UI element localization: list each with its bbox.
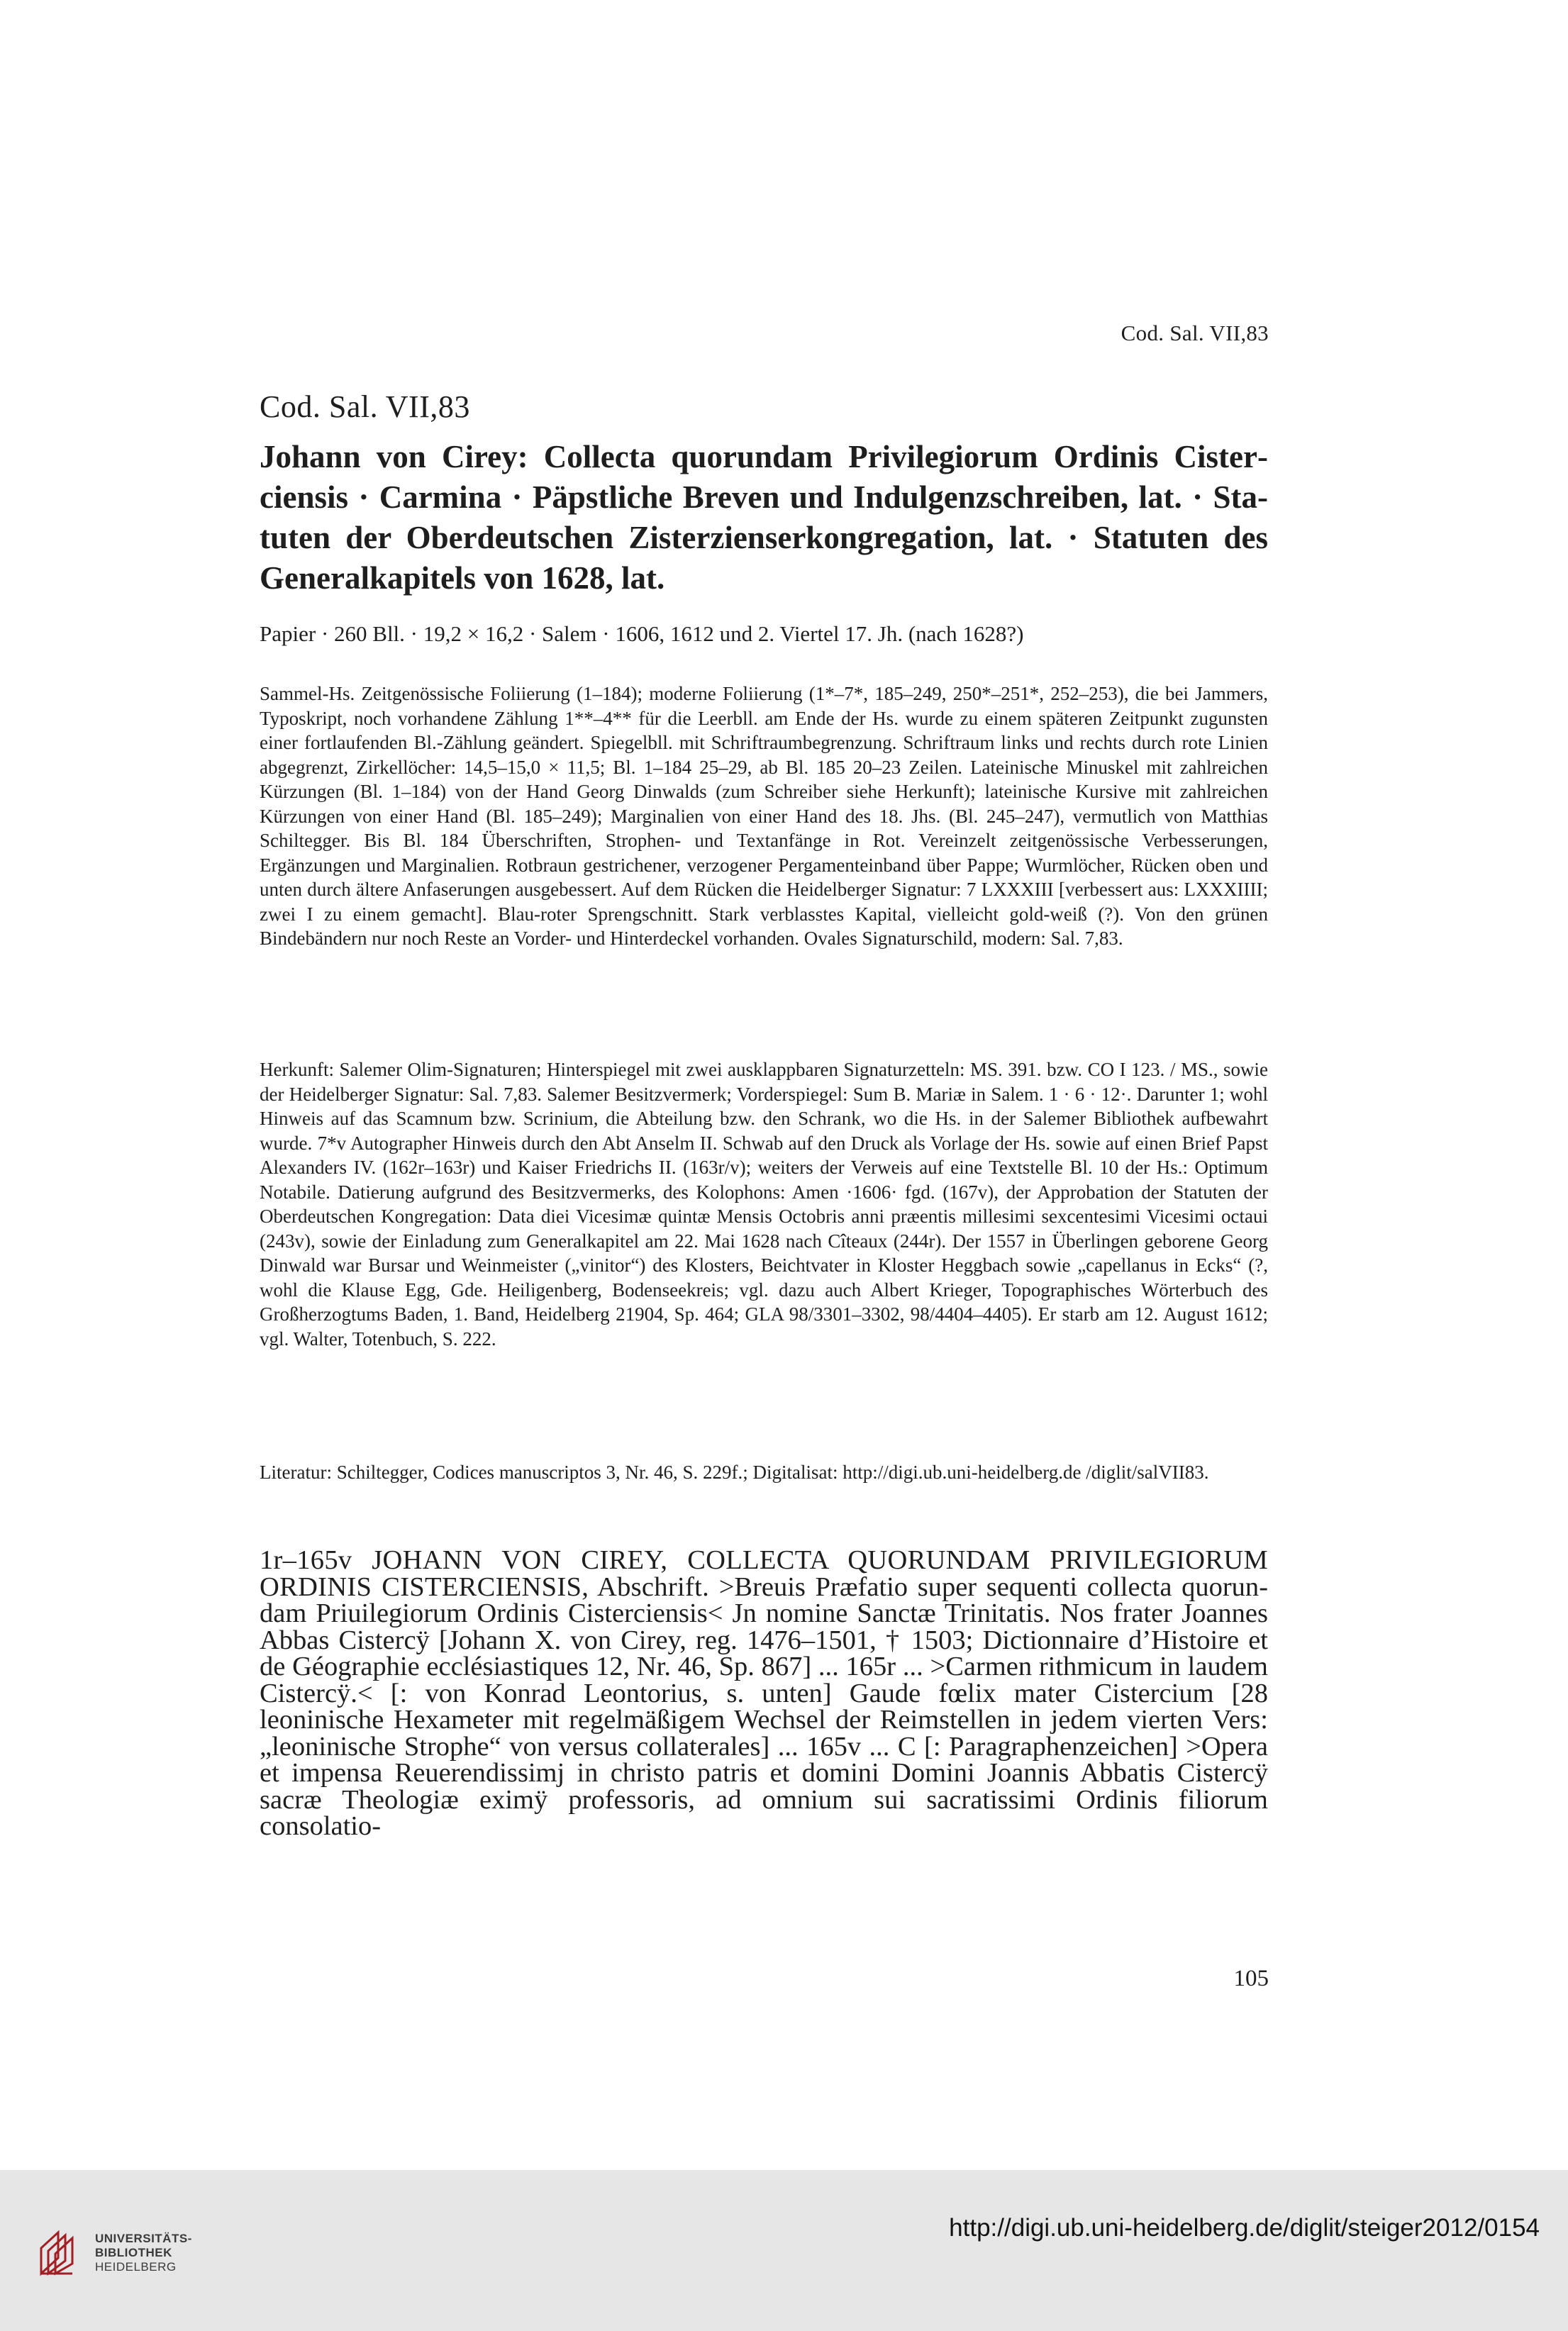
codicological-description: Sammel-Hs. Zeitgenössische Foliierung (1–184); moderne Foliierung (1*–7*, 185–249, 250*–251*, 252–253), die bei Jammers, Typoskript, noch vorhandene Zählung 1**–4** für die Leerbll. am Ende der Hs. wurde zu einem späteren Zeitpunkt zugunsten einer fortlaufenden Bl.-Zählung geändert. Spiegelbll. mit Schriftraumbegrenzung. Schriftraum links und rechts durch rote Linien abgegrenzt, Zirkellöcher: 14,5–15,0 × 11,5; Bl. 1–184 25–29, ab Bl. 185 20–23 Zeilen. Lateinische Minuskel mit zahlreichen Kürzungen (Bl. 1–184) von der Hand Georg Dinwalds (zum Schreiber siehe Herkunft); lateinische Kursive mit zahlreichen Kürzungen von einer Hand (Bl. 185–249); Marginalien von einer Hand des 18. Jhs. (Bl. 245–247), vermutlich von Matthias Schiltegger. Bis Bl. 184 Überschriften, Strophen- und Textanfänge in Rot. Vereinzelt zeitgenössische Verbesserungen, Ergänzungen und Marginalien. Rotbraun gestrichener, verzogener Pergamenteinband über Pappe; Wurmlöcher, Rücken oben und unten durch ältere Anfaserungen ausgebessert. Auf dem Rücken die Heidelberger Signatur: 7 LXXXIII [verbessert aus: LXXXIIII; zwei I zu einem gemacht]. Blau-roter Sprengschnitt. Stark verblasstes Kapital, vielleicht gold-weiß (?). Von den grünen Bindebändern nur noch Reste an Vorder- und Hinterdeckel vorhanden. Ovales Signaturschild, modern: Sal. 7,83. [260, 683, 1268, 949]
logo-line-3: HEIDELBERG [95, 2260, 177, 2274]
contents-section [260, 1547, 1268, 1840]
provenance-section: Herkunft: Salemer Olim-Signaturen; Hinterspiegel mit zwei ausklappbaren Signaturzetteln: MS. 391. bzw. CO I 123. / MS., sowie der Heidelberger Signatur: Sal. 7,83. Salemer Besitzvermerk; Vorderspiegel: Sum B. Mariæ in Salem. 1 · 6 · 12·. Darunter 1; wohl Hinweis auf das Scamnum bzw. Scrinium, die Abteilung bzw. den Schrank, wo die Hs. in der Salemer Bibliothek aufbewahrt wurde. 7*v Autographer Hinweis durch den Abt Anselm II. Schwab auf den Druck als Vorlage der Hs. sowie auf einen Brief Papst Alexanders IV. (162r–163r) und Kaiser Friedrichs II. (163r/v); weiters der Verweis auf eine Textstelle Bl. 10 der Hs.: Optimum Notabile. Datierung aufgrund des Besitzvermerks, des Kolophons: Amen ·1606· fgd. (167v), der Approbation der Statuten der Oberdeutschen Kongregation: Data diei Vicesimæ quintæ Mensis Octobris anni præentis millesimi sexcentesimi Vicesimi octaui (243v), sowie der Einladung zum Generalkapitel am 22. Mai 1628 nach Cîteaux (244r). Der 1557 in Überlingen geborene Georg Dinwald war Bursar und Weinmeister („vinitor“) des Klosters, Beichtvater in Kloster Heggbach sowie „capellanus in Ecks“ (?, wohl die Klause Egg, Gde. Heiligenberg, Bodenseekreis; vgl. dazu auch Albert Krieger, Topographisches Wörterbuch des Großherzogtums Baden, 1. Band, Heidelberg 21904, Sp. 464; GLA 98/3301–3302, 98/4404–4405). Er starb am 12. August 1612; vgl. Walter, Totenbuch, S. 222. [260, 1059, 1268, 1350]
running-head: Cod. Sal. VII,83 [1121, 321, 1269, 345]
page-number: 105 [1233, 1966, 1269, 1991]
manuscript-title: Johann von Cirey: Collecta quorundam Privilegiorum Ordinis Cisterciensis · Carmina · Päpstliche Breven und Indulgenzschreiben, lat. · Statuten der Oberdeutschen Zisterzienserkongregation, lat. · Statuten des Generalkapitels von 1628, lat. [260, 439, 1268, 596]
viewer-footer [0, 2170, 1568, 2331]
library-name [95, 2232, 192, 2274]
contents-heading: 1r–165v JOHANN VON CIREY, COLLECTA QUORUNDAM PRIVILEGIORUM ORDINIS CISTERCIENSIS, Abschrift. [260, 1545, 1268, 1602]
library-logo[interactable] [37, 2230, 192, 2276]
logo-line-1: UNIVERSITÄTS- [95, 2232, 192, 2245]
shelfmark-heading: Cod. Sal. VII,83 [260, 389, 470, 424]
literature-section: Literatur: Schiltegger, Codices manuscriptos 3, Nr. 46, S. 229f.; Digitalisat: http://digi.ub.uni-heidelberg.de /diglit/salVII83. [260, 1462, 1209, 1483]
permalink-url[interactable]: http://digi.ub.uni-heidelberg.de/diglit/steiger2012/0154 [949, 2214, 1540, 2242]
ub-heidelberg-logo-icon [37, 2230, 84, 2276]
physical-description: Papier · 260 Bll. · 19,2 × 16,2 · Salem · 1606, 1612 und 2. Viertel 17. Jh. (nach 1628?) [260, 621, 1024, 646]
logo-line-2: BIBLIOTHEK [95, 2246, 172, 2259]
contents-body: >Breuis Præfatio super sequenti collecta quorundam Priuilegiorum Ordinis Cisterciensis< Jn nomine Sanctæ Trinitatis. Nos frater Joannes Abbas Cistercÿ [Johann X. von Cirey, reg. 1476–1501, † 1503; Dictionnaire d’Histoire et de Géographie ecclésiastiques 12, Nr. 46, Sp. 867] ... 165r ... >Carmen rithmicum in laudem Cistercÿ.< [: von Konrad Leontorius, s. unten] Gaude fœlix mater Cistercium [28 leoninische Hexameter mit regelmäßigem Wechsel der Reimstellen in jedem vierten Vers: „leoninische Strophe“ von versus collaterales] ... 165v ... C [: Paragraphenzeichen] >Opera et impensa Reuerendissimj in christo patris et domini Domini Joannis Abbatis Cistercÿ sacræ Theologiæ eximÿ professoris, ad omnium sui sacratissimi Ordinis filiorum consolatio- [260, 1571, 1269, 1841]
